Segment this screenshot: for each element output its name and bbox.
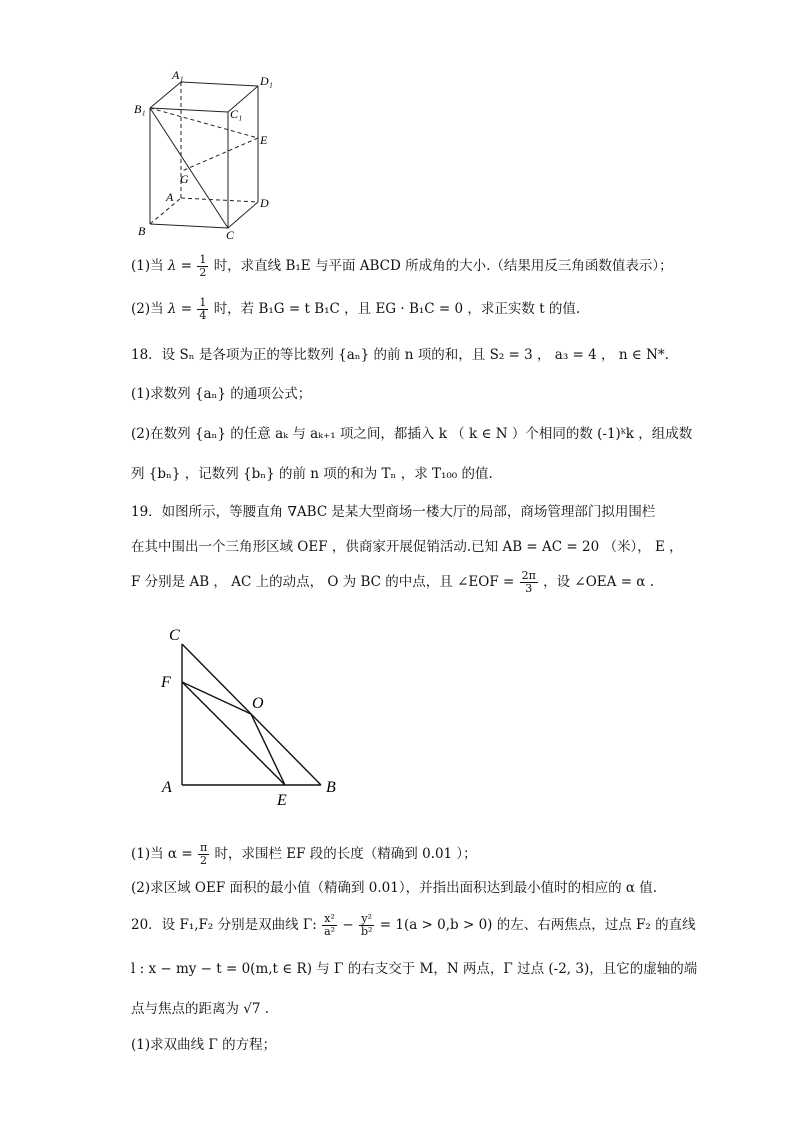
q19-stem-line1: 19．如图所示，等腰直角 ∇ABC 是某大型商场一楼大厅的局部，商场管理部门拟用围栏 <box>131 504 656 520</box>
label-C: C <box>226 228 235 242</box>
label-E: E <box>260 133 268 147</box>
q19-part1: (1)当 α = $\frac{\pi}{2}$ 时，求围栏 EF 段的长度（精确到 0.01 ）； <box>131 841 477 867</box>
q18-part2-line2: 列 {bₙ} ，记数列 {bₙ} 的前 n 项的和为 Tₙ ，求 T₁₀₀ 的值. <box>131 466 493 482</box>
q20-x-fraction: $\frac{\text{x²}}{\text{a²}}$ <box>324 912 336 938</box>
label-C: C <box>169 627 180 644</box>
q17-p1-fraction: $\frac{1}{2}$ <box>199 253 207 279</box>
q18-part2-line1: (2)在数列 {aₙ} 的任意 aₖ 与 aₖ₊₁ 项之间，都插入 k （ k ∈ N ）个相同的数 (-1)ᵏk ，组成数 <box>131 426 693 442</box>
label-A1: A₁ <box>172 68 184 82</box>
label-A: A <box>162 779 172 796</box>
q19-p1-fraction: $\frac{\pi}{2}$ <box>199 841 208 867</box>
q17-p2-fraction: $\frac{1}{4}$ <box>199 296 207 322</box>
triangle-figure <box>155 620 355 810</box>
q20-stem-line2: l : x − my − t = 0(m,t ∈ R) 与 Γ 的右支交于 M，N 两点，Γ 过点 (-2, 3)，且它的虚轴的端 <box>131 961 698 977</box>
q17-p2-pre: (2)当 <box>131 301 164 317</box>
q17-part1 <box>131 254 673 279</box>
label-G: G <box>180 172 189 186</box>
q20-part1: (1)求双曲线 Γ 的方程； <box>131 1037 277 1053</box>
q20-stem-line1: 20．设 F₁,F₂ 分别是双曲线 Γ: $\frac{\text{x²}}{\text{a²}}$ − $\frac{\text{y²}}{\text{b²}}$ = 1(a > 0,b > 0) 的左、右两焦点，过点 F₂ 的直线 <box>131 912 696 938</box>
q19-angle-fraction: $\frac{2\pi}{3}$ <box>521 569 536 595</box>
q18-stem: 18．设 Sₙ 是各项为正的等比数列 {aₙ} 的前 n 项的和，且 S₂ = 3 ， a₃ = 4 ， n ∈ N*. <box>131 347 669 363</box>
label-D: D <box>260 196 269 210</box>
q17-p2-post: 时，若 B₁G = t B₁C ，且 EG · B₁C = 0 ，求正实数 t 的值. <box>213 301 581 317</box>
prism-figure <box>130 68 280 243</box>
q20-y-fraction: $\frac{\text{y²}}{\text{b²}}$ <box>361 912 373 938</box>
label-B: B <box>138 224 146 238</box>
q20-stem-line3: 点与焦点的距离为 √7 . <box>131 1001 270 1017</box>
q18-part1: (1)求数列 {aₙ} 的通项公式； <box>131 386 312 402</box>
q17-p1-lambda: λ = <box>167 258 193 274</box>
label-O: O <box>252 695 264 712</box>
label-D1: D₁ <box>260 74 273 88</box>
label-B: B <box>326 779 336 796</box>
q17-p1-pre: (1)当 <box>131 258 164 274</box>
q19-part2: (2)求区域 OEF 面积的最小值（精确到 0.01），并指出面积达到最小值时的相应的 α 值. <box>131 880 658 896</box>
q17-p1-post: 时，求直线 B₁E 与平面 ABCD 所成角的大小.（结果用反三角函数值表示）； <box>213 258 673 274</box>
q19-stem-line3: F 分别是 AB ， AC 上的动点， O 为 BC 的中点，且 ∠EOF = $\frac{2\pi}{3}$ ，设 ∠OEA = α . <box>131 569 655 595</box>
q17-part2 <box>131 297 580 322</box>
label-E: E <box>277 792 287 809</box>
q19-stem-line2: 在其中围出一个三角形区域 OEF ，供商家开展促销活动.已知 AB = AC = 20 （米）， E ， <box>131 539 683 555</box>
q17-p2-lambda: λ = <box>167 301 193 317</box>
label-A: A <box>166 190 174 204</box>
label-C1: C₁ <box>230 107 243 121</box>
label-B1: B₁ <box>134 102 146 116</box>
label-F: F <box>161 674 171 691</box>
